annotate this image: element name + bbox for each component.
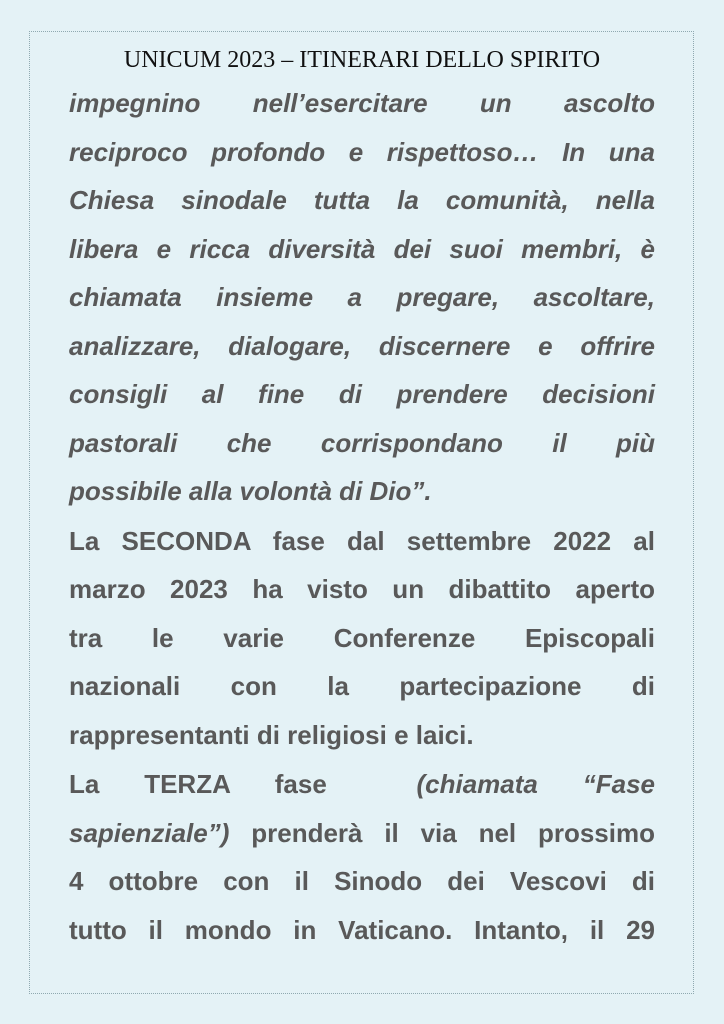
quote-paragraph <box>69 79 655 516</box>
text-line: tutto il mondo in Vaticano. Intanto, il 29 <box>69 914 655 945</box>
text-segment-italic: sapienziale”) <box>69 817 230 848</box>
text-segment-italic: (chiamata “Fase <box>416 769 655 799</box>
text-line: marzo 2023 ha visto un dibattito aperto <box>69 574 655 604</box>
text-line: rappresentanti di religiosi e laici. <box>69 719 474 750</box>
text-line <box>69 809 655 858</box>
text-line: 4 ottobre con il Sinodo dei Vescovi di <box>69 866 655 896</box>
text-line: tra le varie Conferenze Episcopali <box>69 622 655 653</box>
text-segment: prenderà il via nel prossimo <box>251 817 655 848</box>
page-content <box>69 79 655 954</box>
third-phase-paragraph <box>69 760 655 954</box>
second-phase-paragraph <box>69 517 655 760</box>
text-line: La SECONDA fase dal settembre 2022 al <box>69 525 655 556</box>
text-line: possibile alla volontà di Dio”. <box>69 476 432 506</box>
text-line: reciproco profondo e rispettoso… In una <box>69 136 655 167</box>
text-line: chiamata insieme a pregare, ascoltare, <box>69 282 655 312</box>
text-line: consigli al fine di prendere decisioni <box>69 379 655 409</box>
text-line: libera e ricca diversità dei suoi membri, è <box>69 233 655 264</box>
text-line: pastorali che corrispondano il più <box>69 427 655 458</box>
text-line: analizzare, dialogare, discernere e offrire <box>69 330 655 361</box>
page-header: UNICUM 2023 – ITINERARI DELLO SPIRITO <box>123 47 601 73</box>
text-line: nazionali con la partecipazione di <box>69 671 655 701</box>
text-line: Chiesa sinodale tutta la comunità, nella <box>69 185 655 215</box>
text-segment: La TERZA fase <box>69 769 327 799</box>
text-line <box>69 760 655 809</box>
text-line: impegnino nell’esercitare un ascolto <box>69 88 655 118</box>
